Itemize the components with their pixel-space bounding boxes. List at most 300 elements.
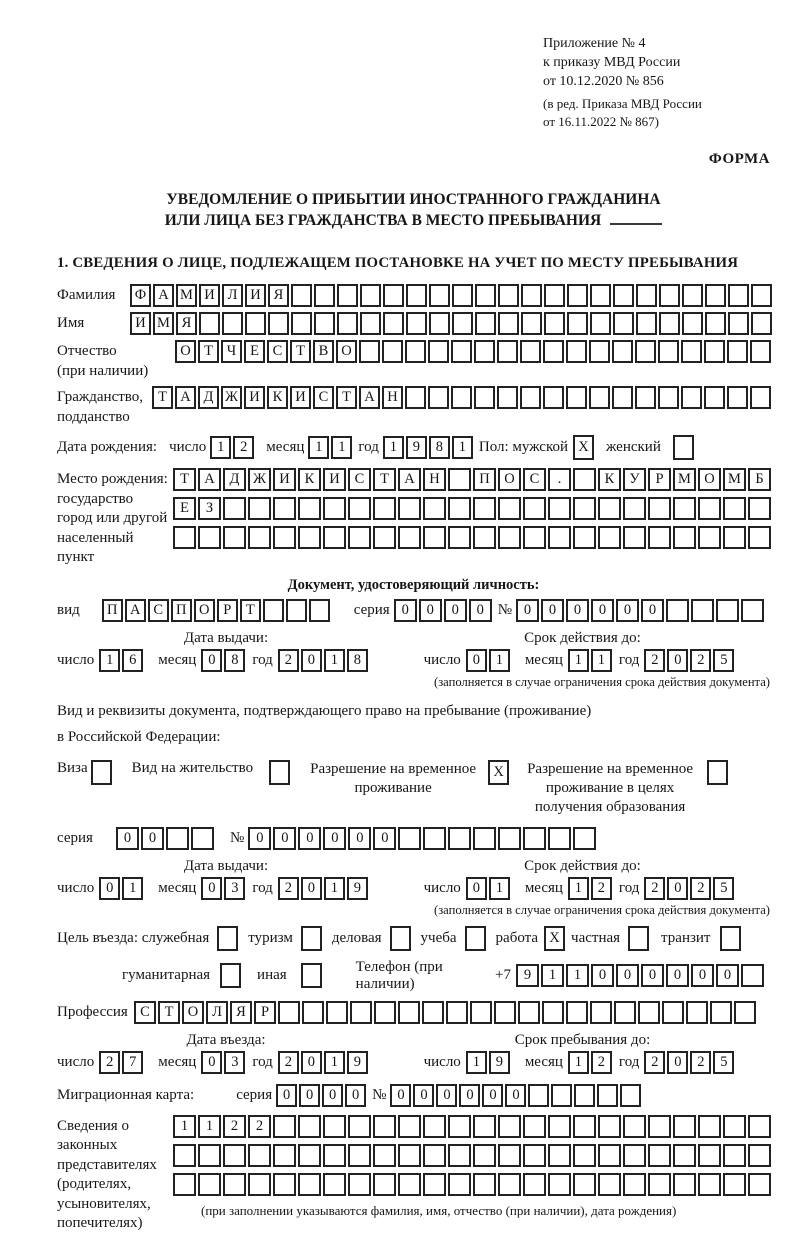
char-box (566, 386, 587, 409)
char-box: 0 (390, 1084, 411, 1107)
char-box (398, 497, 421, 520)
char-box (741, 964, 764, 987)
char-box: 0 (116, 827, 139, 850)
char-box (523, 526, 546, 549)
char-box: 0 (667, 877, 688, 900)
valid-until-label: Срок действия до: (524, 857, 641, 874)
char-box (448, 468, 471, 491)
char-box (727, 386, 748, 409)
char-box (590, 284, 611, 307)
citizenship-row (57, 386, 770, 427)
purpose-row2 (122, 959, 770, 993)
rvp-edu-label-line3: получения образования (534, 798, 686, 815)
char-box (323, 1173, 346, 1196)
char-box: Ч (221, 340, 242, 363)
char-box: С (267, 340, 288, 363)
birthdate-row (57, 435, 770, 460)
char-box: К (598, 468, 621, 491)
char-box (198, 526, 221, 549)
char-box (173, 1173, 196, 1196)
char-box (429, 312, 450, 335)
char-box (573, 827, 596, 850)
char-box (291, 312, 312, 335)
char-box (566, 1001, 588, 1024)
char-box (659, 312, 680, 335)
reps-label4: (родителях, (57, 1176, 132, 1192)
char-box: 1 (122, 877, 143, 900)
permit-issue-month (201, 877, 247, 900)
char-box (623, 526, 646, 549)
char-box (636, 284, 657, 307)
migration-card-label: Миграционная карта: (57, 1086, 195, 1103)
char-box: 7 (122, 1051, 143, 1074)
char-box: И (244, 386, 265, 409)
char-box (406, 284, 427, 307)
char-box: Н (423, 468, 446, 491)
char-box: А (125, 599, 146, 622)
char-box (314, 312, 335, 335)
char-box (750, 386, 771, 409)
purpose-private-checkbox (628, 926, 649, 951)
char-box (474, 386, 495, 409)
char-box (548, 827, 571, 850)
rvp-edu-label-line2: проживание в целях (545, 779, 675, 796)
char-box: Т (240, 599, 261, 622)
title-blank-line (610, 211, 662, 225)
char-box (423, 827, 446, 850)
char-box: 0 (345, 1084, 366, 1107)
char-box: 0 (516, 599, 539, 622)
stay-until-label: Срок пребывания до: (514, 1031, 651, 1048)
char-box: 0 (591, 599, 614, 622)
char-box (373, 1173, 396, 1196)
surname-row (57, 284, 770, 307)
appendix-line: Приложение № 4 (543, 36, 646, 51)
char-box (448, 526, 471, 549)
day-label: число (169, 439, 207, 455)
char-box (298, 1115, 321, 1138)
birthplace-boxes-row2 (173, 497, 773, 520)
char-box (360, 284, 381, 307)
patronymic-boxes (175, 340, 773, 363)
char-box (681, 386, 702, 409)
char-box: 0 (482, 1084, 503, 1107)
char-box (422, 1001, 444, 1024)
char-box (348, 1115, 371, 1138)
char-box: 0 (691, 964, 714, 987)
char-box (498, 312, 519, 335)
char-box: В (313, 340, 334, 363)
char-box (398, 1144, 421, 1167)
char-box (727, 340, 748, 363)
month-label: месяц (524, 879, 563, 896)
char-box (523, 1115, 546, 1138)
char-box (373, 497, 396, 520)
char-box: Е (173, 497, 196, 520)
char-box: М (723, 468, 746, 491)
char-box (574, 1084, 595, 1107)
char-box (448, 1144, 471, 1167)
issue-date-label: Дата выдачи: (183, 857, 269, 874)
char-box: 5 (713, 649, 734, 672)
char-box: Н (382, 386, 403, 409)
char-box (248, 526, 271, 549)
char-box (429, 284, 450, 307)
char-box: 0 (276, 1084, 297, 1107)
char-box (521, 284, 542, 307)
char-box: Д (198, 386, 219, 409)
char-box (662, 1001, 684, 1024)
char-box: Р (648, 468, 671, 491)
surname-label: Фамилия (57, 287, 116, 303)
permit-dates-block (57, 857, 770, 918)
purpose-business-checkbox (390, 926, 411, 951)
month-label: месяц (158, 651, 197, 668)
migcard-number-boxes (390, 1084, 643, 1107)
birthplace-sub3: населенный пункт (57, 529, 134, 565)
char-box (613, 284, 634, 307)
iddoc-row (57, 599, 770, 622)
char-box (383, 312, 404, 335)
char-box (451, 340, 472, 363)
birthplace-boxes-row3 (173, 526, 773, 549)
char-box: 0 (299, 1084, 320, 1107)
char-box (659, 284, 680, 307)
char-box (498, 284, 519, 307)
permit-number-boxes (248, 827, 598, 850)
given-name-row (57, 312, 770, 335)
valid-until-label: Срок действия до: (524, 629, 641, 646)
char-box: 0 (459, 1084, 480, 1107)
month-label: месяц (524, 651, 563, 668)
char-box: К (267, 386, 288, 409)
representatives-row (57, 1115, 770, 1234)
char-box (648, 526, 671, 549)
char-box (567, 284, 588, 307)
char-box (448, 827, 471, 850)
char-box (681, 340, 702, 363)
char-box: О (182, 1001, 204, 1024)
char-box (452, 284, 473, 307)
char-box (406, 312, 427, 335)
day-label: число (57, 1053, 95, 1070)
char-box (566, 340, 587, 363)
char-box (498, 1144, 521, 1167)
char-box (245, 312, 266, 335)
stay-month (568, 1051, 614, 1074)
char-box: 2 (690, 649, 711, 672)
char-box (658, 386, 679, 409)
permit-number-label: № (230, 829, 245, 846)
char-box: А (359, 386, 380, 409)
char-box (498, 526, 521, 549)
iddoc-issue-month (201, 649, 247, 672)
rvp-label-line1: Разрешение на временное (310, 760, 477, 777)
char-box: 3 (224, 1051, 245, 1074)
char-box (273, 1115, 296, 1138)
char-box: 1 (210, 436, 231, 459)
char-box (398, 827, 421, 850)
char-box: 0 (201, 649, 222, 672)
char-box: А (198, 468, 221, 491)
char-box (573, 1173, 596, 1196)
char-box (273, 526, 296, 549)
char-box (273, 497, 296, 520)
char-box (273, 1173, 296, 1196)
char-box (673, 497, 696, 520)
patronymic-row (57, 340, 770, 381)
purpose-label: Цель въезда: служебная (57, 929, 210, 946)
char-box: Ф (130, 284, 151, 307)
char-box: 9 (347, 877, 368, 900)
char-box: 0 (322, 1084, 343, 1107)
iddoc-issue-day (99, 649, 145, 672)
char-box (698, 1144, 721, 1167)
month-label: месяц (158, 879, 197, 896)
char-box (494, 1001, 516, 1024)
char-box (748, 1144, 771, 1167)
char-box (573, 1144, 596, 1167)
char-box (286, 599, 307, 622)
char-box: 0 (201, 877, 222, 900)
char-box (498, 827, 521, 850)
year-label: год (252, 1053, 273, 1070)
migcard-series-label: серия (236, 1086, 273, 1103)
char-box (551, 1084, 572, 1107)
char-box (423, 497, 446, 520)
char-box (548, 526, 571, 549)
iddoc-valid-month (568, 649, 614, 672)
char-box (248, 497, 271, 520)
char-box (423, 1144, 446, 1167)
char-box: Я (176, 312, 197, 335)
day-label: число (423, 1053, 461, 1070)
char-box (698, 526, 721, 549)
char-box (636, 312, 657, 335)
char-box (523, 1144, 546, 1167)
char-box (623, 497, 646, 520)
char-box: П (102, 599, 123, 622)
char-box (723, 497, 746, 520)
char-box (590, 312, 611, 335)
char-box: 0 (141, 827, 164, 850)
reps-label3: представителях (57, 1156, 157, 1173)
char-box: 0 (301, 1051, 322, 1074)
iddoc-valid-day (466, 649, 512, 672)
char-box: 0 (505, 1084, 526, 1107)
char-box (612, 386, 633, 409)
char-box: 1 (452, 436, 473, 459)
char-box (635, 340, 656, 363)
char-box: К (298, 468, 321, 491)
char-box (314, 284, 335, 307)
char-box (521, 312, 542, 335)
char-box: С (313, 386, 334, 409)
char-box: М (176, 284, 197, 307)
migcard-series-boxes (276, 1084, 368, 1107)
char-box (298, 526, 321, 549)
entry-year (278, 1051, 370, 1074)
surname-boxes (130, 284, 774, 307)
char-box: И (199, 284, 220, 307)
char-box (567, 312, 588, 335)
iddoc-kind-boxes (102, 599, 332, 622)
char-box: Р (254, 1001, 276, 1024)
char-box: Я (230, 1001, 252, 1024)
char-box (548, 1115, 571, 1138)
migcard-number-label: № (372, 1086, 387, 1103)
char-box (573, 468, 596, 491)
char-box (348, 526, 371, 549)
char-box: И (130, 312, 151, 335)
char-box: Т (290, 340, 311, 363)
char-box (498, 497, 521, 520)
char-box: С (134, 1001, 156, 1024)
char-box: 0 (666, 964, 689, 987)
sex-male-label: Пол: мужской (478, 439, 569, 455)
char-box: Л (222, 284, 243, 307)
char-box: Т (373, 468, 396, 491)
iddoc-kind-label: вид (57, 601, 80, 618)
char-box (278, 1001, 300, 1024)
char-box (682, 312, 703, 335)
char-box: 9 (406, 436, 427, 459)
char-box: 0 (466, 877, 487, 900)
form-title-line2: ИЛИ ЛИЦА БЕЗ ГРАЖДАНСТВА В МЕСТО ПРЕБЫВАНИЯ (164, 212, 602, 229)
reps-label5: усыновителях, (57, 1195, 151, 1212)
birthplace-sub2: город или другой (57, 510, 168, 526)
char-box: И (290, 386, 311, 409)
char-box (199, 312, 220, 335)
char-box: 2 (223, 1115, 246, 1138)
char-box (598, 1115, 621, 1138)
char-box: Т (152, 386, 173, 409)
char-box: 9 (347, 1051, 368, 1074)
char-box: 8 (429, 436, 450, 459)
char-box: П (473, 468, 496, 491)
char-box (348, 1144, 371, 1167)
char-box: 0 (641, 964, 664, 987)
char-box (598, 497, 621, 520)
char-box (173, 1144, 196, 1167)
iddoc-heading: Документ, удостоверяющий личность: (287, 576, 540, 593)
humanitarian-label: гуманитарная (122, 967, 211, 983)
permit-doc-text (57, 698, 770, 750)
month-label: месяц (266, 439, 305, 455)
char-box: А (175, 386, 196, 409)
iddoc-number-boxes (516, 599, 766, 622)
char-box (473, 1144, 496, 1167)
char-box (423, 526, 446, 549)
char-box (590, 1001, 612, 1024)
char-box: Б (748, 468, 771, 491)
permit-issue-year (278, 877, 370, 900)
char-box: Ж (248, 468, 271, 491)
iddoc-valid-year (644, 649, 736, 672)
char-box: 1 (489, 877, 510, 900)
char-box (448, 1115, 471, 1138)
permit-valid-day (466, 877, 512, 900)
month-label: месяц (158, 1053, 197, 1070)
char-box: 0 (248, 827, 271, 850)
birthplace-boxes-row1 (173, 468, 773, 491)
char-box (498, 1115, 521, 1138)
appendix-block (543, 34, 770, 131)
visa-checkbox (91, 760, 112, 785)
char-box (716, 599, 739, 622)
char-box: 1 (383, 436, 404, 459)
char-box: И (273, 468, 296, 491)
char-box (589, 386, 610, 409)
char-box (323, 526, 346, 549)
char-box (360, 312, 381, 335)
char-box (598, 1144, 621, 1167)
char-box: 0 (301, 877, 322, 900)
char-box: 8 (224, 649, 245, 672)
sex-male-checkbox: X (573, 435, 594, 460)
char-box (198, 1144, 221, 1167)
year-label: год (252, 651, 273, 668)
char-box: 0 (298, 827, 321, 850)
permit-series-boxes (116, 827, 216, 850)
char-box (589, 340, 610, 363)
appendix-line: к приказу МВД России (543, 55, 681, 70)
char-box: 0 (466, 649, 487, 672)
char-box (523, 827, 546, 850)
char-box: Т (158, 1001, 180, 1024)
char-box: И (245, 284, 266, 307)
phone-prefix: +7 (495, 967, 511, 983)
char-box (291, 284, 312, 307)
char-box: С (523, 468, 546, 491)
reps-boxes-row1 (173, 1115, 773, 1138)
char-box (648, 1173, 671, 1196)
char-box (613, 312, 634, 335)
form-title (57, 189, 770, 231)
char-box (518, 1001, 540, 1024)
entry-day (99, 1051, 145, 1074)
char-box (648, 1144, 671, 1167)
char-box: 0 (394, 599, 417, 622)
char-box: О (498, 468, 521, 491)
char-box: . (548, 468, 571, 491)
char-box (705, 312, 726, 335)
char-box: У (623, 468, 646, 491)
day-label: число (57, 879, 95, 896)
rvp-edu-label-line1: Разрешение на временное (527, 760, 694, 777)
char-box: 2 (644, 877, 665, 900)
permit-valid-month (568, 877, 614, 900)
char-box (383, 284, 404, 307)
char-box (548, 497, 571, 520)
char-box (263, 599, 284, 622)
char-box (473, 827, 496, 850)
char-box: А (153, 284, 174, 307)
char-box: 1 (489, 649, 510, 672)
char-box (528, 1084, 549, 1107)
validity-note: (заполняется в случае ограничения срока действия документа) (434, 674, 770, 689)
char-box (423, 1115, 446, 1138)
char-box: 0 (301, 649, 322, 672)
char-box (704, 340, 725, 363)
forma-label: ФОРМА (708, 151, 770, 167)
char-box: 2 (644, 1051, 665, 1074)
char-box (673, 1115, 696, 1138)
study-label: учеба (420, 929, 457, 946)
char-box (751, 284, 772, 307)
char-box (748, 1115, 771, 1138)
char-box (473, 526, 496, 549)
